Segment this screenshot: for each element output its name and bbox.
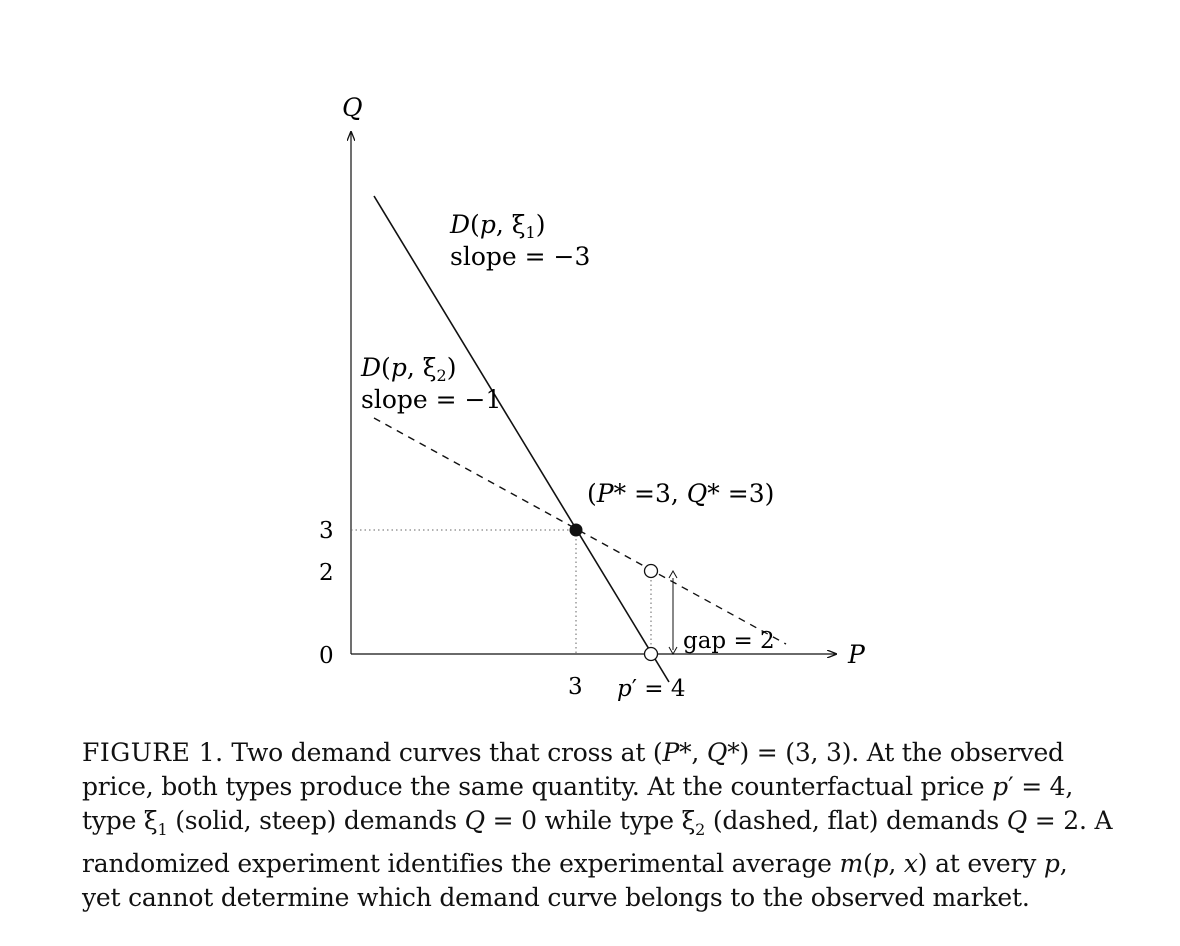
- curve-xi1-label-name: D(p, $\xi_1$): [450, 210, 546, 242]
- y-axis-label: Q: [342, 93, 363, 122]
- x-tick-label-p-prime: p′ = 4: [617, 676, 686, 702]
- open-point-xi1-at-p-prime: [645, 648, 658, 661]
- y-tick-label-0: 0: [319, 643, 334, 669]
- open-point-xi2-at-p-prime: [645, 565, 658, 578]
- curve-xi2-label-name: D(p, $\xi_2$): [361, 353, 457, 385]
- x-axis-label: P: [848, 640, 865, 669]
- curve-xi2-label-slope: slope = −1: [361, 385, 502, 414]
- equilibrium-point: [570, 524, 583, 537]
- curve-xi1-label-slope: slope = −3: [450, 242, 591, 271]
- caption-line-5: yet cannot determine which demand curve belongs to the observed market.: [82, 883, 1030, 912]
- y-tick-label-2: 2: [319, 560, 334, 586]
- y-tick-label-3: 3: [319, 518, 334, 544]
- caption-line-1: FIGURE 1. Two demand curves that cross at (P*, Q*) = (3, 3). At the observed: [82, 738, 1064, 767]
- gap-arrow-top: [669, 571, 677, 578]
- caption-line-4: randomized experiment identifies the experimental average m(p, x) at every p,: [82, 849, 1068, 878]
- equilibrium-label: (P* =3, Q* =3): [587, 479, 775, 508]
- caption-line-3: type $\xi_1$ (solid, steep) demands Q = 0 while type $\xi_2$ (dashed, flat) demands Q = 2. A: [82, 806, 1113, 839]
- caption-line-2: price, both types produce the same quantity. At the counterfactual price p′ = 4,: [82, 772, 1074, 801]
- caption-figure-label: FIGURE 1.: [82, 738, 224, 767]
- figure-caption: [82, 736, 1112, 915]
- x-tick-label-3: 3: [568, 674, 583, 700]
- gap-label: gap = 2: [683, 628, 775, 654]
